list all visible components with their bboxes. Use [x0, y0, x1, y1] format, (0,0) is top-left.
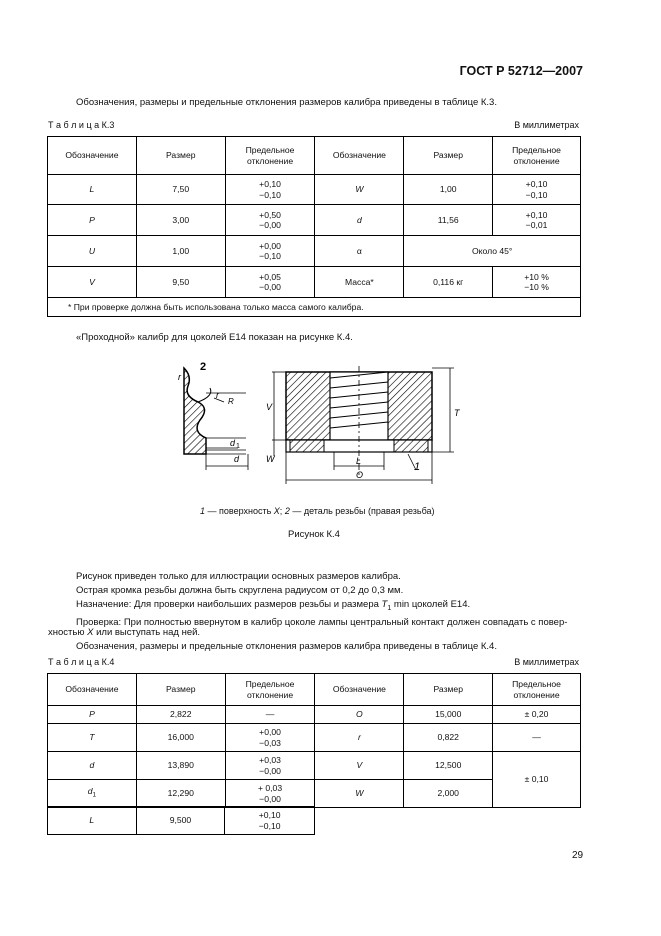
cell-deviation: +0,00 −0,03: [225, 724, 315, 752]
para-5: Обозначения, размеры и предельные отклонения размеров калибра приведены в таблице К.4.: [76, 641, 497, 652]
para-3: [76, 598, 596, 616]
cell-size: 11,56: [404, 205, 493, 236]
legend-text-a: — поверхность: [205, 506, 274, 516]
cell-designation: L: [48, 175, 137, 205]
cell-deviation: +10 % −10 %: [493, 267, 581, 298]
para-3-sub: 1: [387, 604, 392, 612]
cell-designation: V: [48, 267, 137, 298]
table-k3-header-row: [48, 137, 581, 175]
para-3-b: min цоколей Е14.: [391, 599, 471, 610]
gauge-text: «Проходной» калибр для цоколей Е14 показан на рисунке К.4.: [76, 332, 353, 343]
para-4-c: или выступать над ней.: [93, 627, 201, 638]
cell-deviation: ± 0,20: [493, 706, 581, 724]
label-d: d: [234, 454, 240, 464]
legend-num-2: 2: [284, 506, 290, 516]
th-size: Размер: [404, 674, 493, 706]
th-size: Размер: [404, 137, 493, 175]
para-4-b: хностью: [48, 627, 88, 638]
th-designation: Обозначение: [315, 137, 404, 175]
cell-designation: d: [48, 752, 137, 780]
table-row: [48, 236, 581, 267]
table-footnote-row: [48, 298, 581, 317]
cell-size: 9,500: [136, 807, 225, 835]
table-row: [48, 205, 581, 236]
figure-legend: [200, 506, 435, 516]
table-k3-units: В миллиметрах: [514, 120, 579, 130]
cell-designation: W: [315, 780, 404, 808]
cell-designation: P: [48, 706, 137, 724]
th-designation: Обозначение: [48, 674, 137, 706]
cell-designation: O: [315, 706, 404, 724]
cell-designation: Масса*: [315, 267, 404, 298]
table-k4-header-row: [48, 674, 581, 706]
table-footnote: * При проверке должна быть использована только масса самого калибра.: [48, 298, 581, 317]
cell-deviation: +0,10 −0,01: [493, 205, 581, 236]
th-size: Размер: [136, 137, 225, 175]
gauge-section: [272, 366, 454, 484]
cell-designation: W: [315, 175, 404, 205]
table-k4-caption: Т а б л и ц а К.4: [48, 657, 115, 667]
cell-size: 1,00: [136, 236, 225, 267]
para-4: Проверка: При полностью ввернутом в калибр цоколе лампы центральный контакт должен совпадать с повер-: [76, 616, 568, 628]
cell-designation-main: d: [87, 785, 93, 796]
th-deviation: Предельное отклонение: [225, 674, 315, 706]
label-V: V: [266, 402, 273, 412]
cell-deviation: —: [493, 724, 581, 752]
legend-text-c: — деталь резьбы (правая резьба): [289, 506, 435, 516]
table-row: [48, 724, 581, 752]
cell-designation: [48, 780, 137, 808]
cell-size: 13,890: [136, 752, 225, 780]
cell-designation-sub: 1: [92, 791, 97, 799]
th-deviation: Предельное отклонение: [225, 137, 315, 175]
cell-size: 0,822: [404, 724, 493, 752]
legend-num-1: 1: [200, 506, 206, 516]
cell-designation: P: [48, 205, 137, 236]
table-row: [48, 267, 581, 298]
label-L: L: [356, 456, 362, 466]
cell-deviation: +0,50 −0,00: [225, 205, 315, 236]
legend-sep: ;: [279, 506, 285, 516]
para-4-continued: [48, 626, 200, 640]
th-designation: Обозначение: [48, 137, 137, 175]
cell-size: 3,00: [136, 205, 225, 236]
cell-size: 0,116 кг: [404, 267, 493, 298]
label-2: 2: [200, 361, 207, 373]
table-row: [48, 175, 581, 205]
cell-designation: V: [315, 752, 404, 780]
cell-size: 1,00: [404, 175, 493, 205]
label-O: O: [356, 470, 364, 480]
cell-deviation: + 0,03 −0,00: [225, 780, 315, 808]
cell-deviation-merged: ± 0,10: [493, 752, 581, 808]
label-r-thread: r: [216, 390, 219, 400]
para-1: Рисунок приведен только для иллюстрации основных размеров калибра.: [76, 571, 401, 582]
table-row: [48, 752, 581, 780]
body-paragraphs: [76, 570, 596, 630]
cell-designation: d: [315, 205, 404, 236]
legend-x: X: [273, 506, 280, 516]
cell-designation: r: [315, 724, 404, 752]
cell-deviation: +0,03 −0,00: [225, 752, 315, 780]
cell-size: 16,000: [136, 724, 225, 752]
th-deviation: Предельное отклонение: [493, 674, 581, 706]
cell-size: 15,000: [404, 706, 493, 724]
cell-designation: U: [48, 236, 137, 267]
table-k4: [47, 673, 581, 808]
cell-designation: L: [48, 807, 137, 835]
para-4-X: X: [87, 627, 94, 638]
th-designation: Обозначение: [315, 674, 404, 706]
label-R: R: [228, 397, 234, 406]
cell-deviation: +0,10 −0,10: [225, 175, 315, 205]
th-deviation: Предельное отклонение: [493, 137, 581, 175]
table-k3: [47, 136, 581, 317]
label-1: 1: [414, 461, 421, 473]
table-k4-last-row: [47, 806, 315, 835]
cell-designation: T: [48, 724, 137, 752]
label-r: r: [178, 372, 181, 382]
cell-size: 9,50: [136, 267, 225, 298]
cell-deviation: +0,10 −0,10: [493, 175, 581, 205]
para-3-T: T: [381, 599, 388, 610]
label-d1: d: [230, 438, 236, 448]
para-2: Острая кромка резьбы должна быть скруглена радиусом от 0,2 до 0,3 мм.: [76, 585, 404, 596]
label-d1-sub: 1: [236, 443, 240, 450]
cell-size: 2,822: [136, 706, 225, 724]
label-W: W: [266, 454, 275, 464]
th-size: Размер: [136, 674, 225, 706]
label-T: T: [454, 408, 460, 418]
figure-k4-drawing: [170, 358, 470, 488]
cell-deviation: —: [225, 706, 315, 724]
cell-designation: α: [315, 236, 404, 267]
cell-merged-value: Около 45°: [404, 236, 581, 267]
table-row: [48, 706, 581, 724]
table-row: [48, 807, 315, 835]
cell-deviation: +0,00 −0,10: [225, 236, 315, 267]
cell-deviation: +0,10 −0,10: [225, 807, 315, 835]
intro-text: Обозначения, размеры и предельные отклонения размеров калибра приведены в таблице К.3.: [76, 97, 497, 108]
document-header: ГОСТ Р 52712—2007: [459, 64, 583, 78]
cell-size: 7,50: [136, 175, 225, 205]
cell-size: 12,290: [136, 780, 225, 808]
cell-deviation: +0,05 −0,00: [225, 267, 315, 298]
figure-title: Рисунок К.4: [288, 529, 340, 540]
para-3-a: Назначение: Для проверки наибольших размеров резьбы и размера: [76, 599, 382, 610]
cell-size: 12,500: [404, 752, 493, 780]
table-k4-units: В миллиметрах: [514, 657, 579, 667]
cell-size: 2,000: [404, 780, 493, 808]
table-k3-caption: Т а б л и ц а К.3: [48, 120, 115, 130]
page-number: 29: [572, 850, 584, 861]
